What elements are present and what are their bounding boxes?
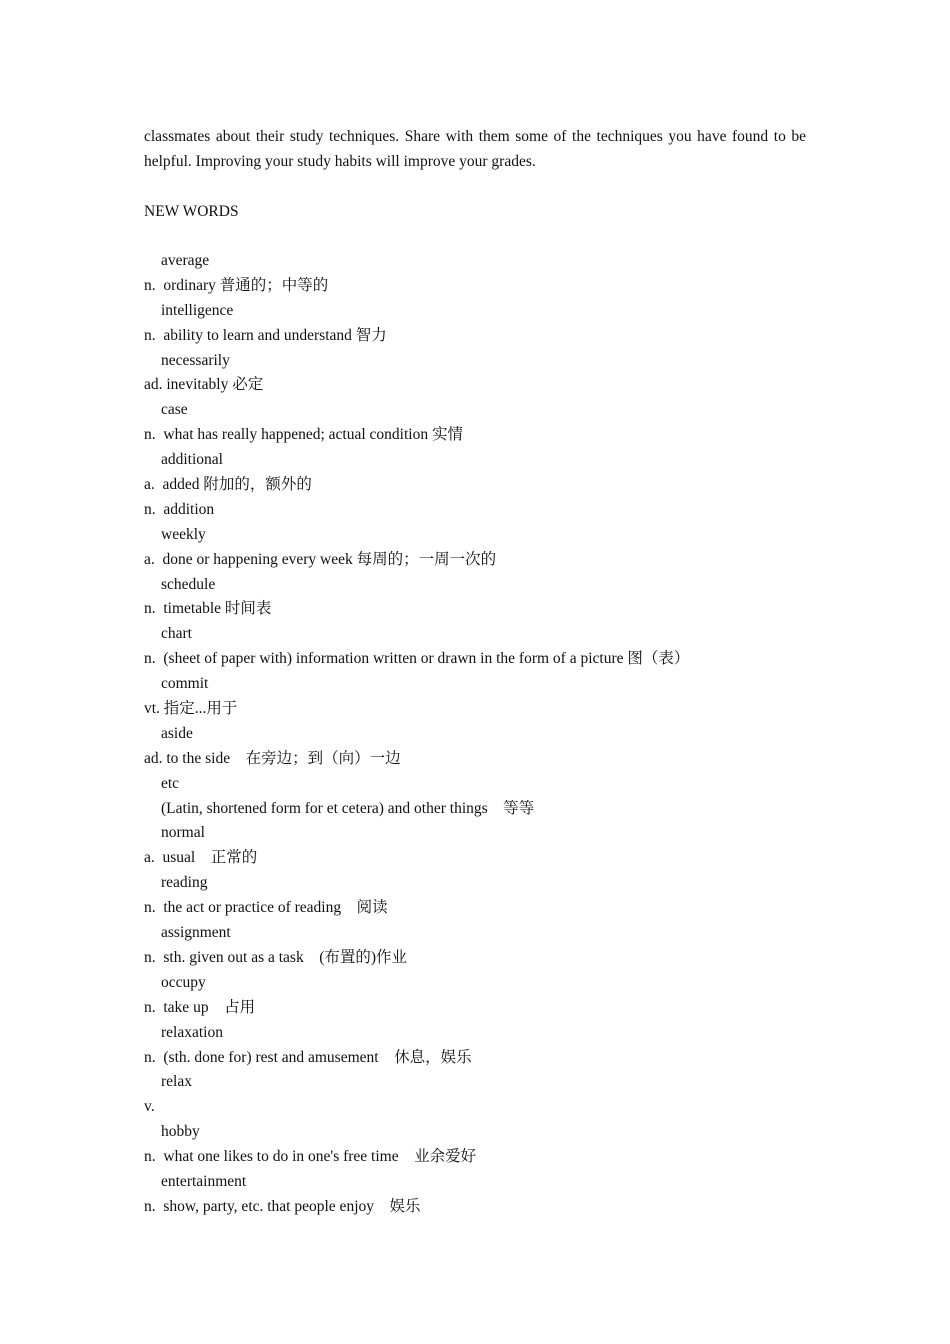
vocab-definition: n. sth. given out as a task (布置的)作业 (144, 948, 408, 966)
vocab-headword: normal (161, 824, 205, 842)
vocab-headword: etc (161, 774, 180, 792)
vocab-definition: n. take up 占用 (144, 998, 256, 1016)
vocab-definition: n. timetable 时间表 (144, 600, 272, 618)
vocab-definition: n. (sheet of paper with) information written or drawn in the form of a picture 图（表） (144, 650, 690, 668)
vocab-headword: schedule (161, 575, 216, 593)
vocab-definition: v. (144, 1098, 155, 1116)
vocab-headword: weekly (161, 525, 206, 543)
vocab-headword: average (161, 252, 210, 269)
vocab-headword: entertainment (161, 1172, 247, 1190)
vocab-definition: vt. 指定...用于 (144, 700, 238, 718)
vocab-headword: commit (161, 675, 209, 693)
intro-line-1: classmates about their study techniques. Share with them some of the techniques you have found (144, 128, 769, 145)
vocab-headword: occupy (161, 973, 206, 991)
vocab-definition: ad. inevitably 必定 (144, 376, 264, 394)
vocab-headword: case (161, 401, 188, 419)
vocabulary-list (144, 249, 806, 1220)
vocab-headword: intelligence (161, 301, 234, 319)
vocab-definition: ad. to the side 在旁边；到（向）一边 (144, 749, 401, 767)
vocab-headword: assignment (161, 924, 231, 942)
vocab-headword: aside (161, 724, 193, 742)
vocab-definition: n. (sth. done for) rest and amusement 休息，娱乐 (144, 1048, 472, 1066)
vocab-definition: a. added 附加的，额外的 (144, 476, 312, 494)
vocab-headword: hobby (161, 1123, 200, 1141)
vocab-definition: n. what has really happened; actual condition 实情 (144, 426, 463, 444)
spacer (144, 174, 806, 199)
section-heading: NEW WORDS (144, 203, 239, 220)
vocab-headword: necessarily (161, 351, 230, 369)
vocab-headword: (Latin, shortened form for et cetera) and other things 等等 (161, 799, 535, 817)
vocab-definition: n. ordinary 普通的；中等的 (144, 276, 329, 294)
vocab-definition: n. ability to learn and understand 智力 (144, 326, 387, 344)
vocab-headword: additional (161, 451, 223, 469)
intro-paragraph (144, 124, 806, 174)
vocab-definition: n. the act or practice of reading 阅读 (144, 899, 388, 917)
vocab-definition: n. what one likes to do in one's free time 业余爱好 (144, 1148, 477, 1166)
document-page (144, 124, 806, 1220)
vocab-definition: a. usual 正常的 (144, 849, 258, 867)
vocab-headword: relaxation (161, 1023, 223, 1041)
vocab-headword: reading (161, 874, 208, 892)
vocab-definition: n. addition (144, 500, 215, 518)
vocab-definition: n. show, party, etc. that people enjoy 娱乐 (144, 1197, 421, 1215)
spacer (144, 224, 806, 249)
vocab-definition: a. done or happening every week 每周的；一周一次的 (144, 550, 497, 568)
vocab-headword: relax (161, 1073, 192, 1091)
vocab-headword: chart (161, 625, 192, 643)
intro-line-2: to be helpful. Improving your study habits will improve your grades. (144, 128, 807, 170)
